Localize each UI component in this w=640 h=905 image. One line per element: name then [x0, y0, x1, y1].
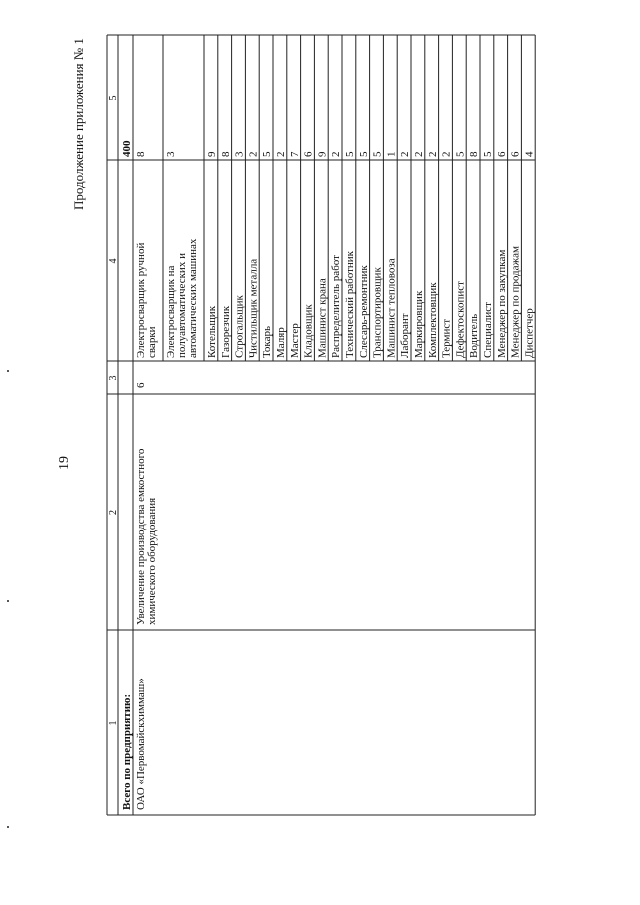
position-name: Машинист тепловоза [385, 258, 398, 358]
position-count: 1 [385, 151, 398, 157]
position-count: 6 [495, 151, 508, 157]
position-count: 2 [426, 151, 439, 157]
total-row-label: Всего по предприятию: [121, 693, 133, 810]
position-count: 2 [399, 151, 412, 157]
position-name: Термист [440, 318, 453, 358]
position-count: 5 [261, 151, 274, 157]
position-name: сварки [146, 326, 158, 358]
position-count: 6 [302, 151, 315, 157]
position-name: Транспортировщик [371, 267, 384, 358]
total-row-value: 400 [121, 140, 133, 157]
position-name: Слесарь-ремонтник [357, 265, 370, 358]
position-name: Дефектоскопист [454, 281, 467, 358]
column-number-4: 4 [108, 258, 119, 264]
enterprise-name: ОАО «Первомайскхиммаш» [135, 678, 147, 810]
position-count: 2 [413, 151, 425, 157]
position-name: Диспетчер [523, 308, 536, 358]
position-count: 9 [206, 151, 218, 157]
position-count: 4 [523, 151, 536, 157]
position-name: Чистильщик металла [247, 258, 260, 358]
position-count: 2 [247, 151, 260, 157]
measure-text: химического оборудования [146, 497, 158, 625]
column-number-2: 2 [108, 510, 119, 515]
position-name: Распределитель работ [330, 255, 343, 358]
position-count: 7 [288, 151, 301, 157]
position-count: 9 [316, 151, 329, 157]
position-name: Маркировщик [413, 290, 425, 358]
position-count: 8 [135, 151, 147, 157]
position-count: 8 [468, 151, 481, 157]
position-name: Электросварщик ручной [135, 242, 147, 358]
position-count: 5 [371, 151, 384, 157]
position-name: Газорезчик [219, 305, 232, 358]
position-name: Токарь [261, 326, 274, 358]
position-name: автоматических машинах [187, 238, 199, 358]
position-name: Мастер [288, 323, 301, 358]
position-name: Менеджер по закупкам [495, 249, 508, 358]
position-name: Водитель [468, 313, 481, 358]
position-count: 2 [330, 151, 343, 157]
column-number-3: 3 [108, 375, 119, 381]
position-count: 5 [482, 151, 494, 157]
position-name: Менеджер по продажам [509, 246, 522, 358]
position-name: Лаборант [399, 313, 412, 358]
position-name: Маляр [275, 327, 287, 358]
column-number-1: 1 [108, 720, 119, 726]
page-number: 19 [57, 456, 72, 470]
continuation-heading: Продолжение приложения № 1 [71, 38, 86, 210]
position-count: 8 [219, 151, 232, 157]
position-count: 2 [275, 151, 287, 157]
position-name: Кладовщик [302, 304, 315, 358]
position-name: Машинист крана [316, 278, 329, 358]
position-name: Строгальщик [233, 295, 246, 358]
position-count: 6 [509, 151, 522, 157]
position-count: 3 [233, 151, 246, 157]
position-count: 5 [357, 151, 370, 157]
position-count: 2 [440, 151, 453, 157]
position-name: полуавтоматических и [176, 253, 188, 358]
position-count: 3 [165, 151, 177, 157]
position-count: 5 [344, 151, 356, 157]
position-name: Комплектовщик [426, 282, 439, 358]
col3-value: 6 [135, 382, 147, 388]
position-name: Котельщик [206, 305, 218, 358]
measure-text: Увеличение производства емкостного [135, 448, 147, 625]
column-number-5: 5 [108, 95, 119, 101]
position-name: Специалист [482, 302, 494, 358]
position-count: 5 [454, 151, 467, 157]
position-name: Электросварщик на [165, 265, 177, 358]
position-name: Технический работник [344, 250, 356, 358]
